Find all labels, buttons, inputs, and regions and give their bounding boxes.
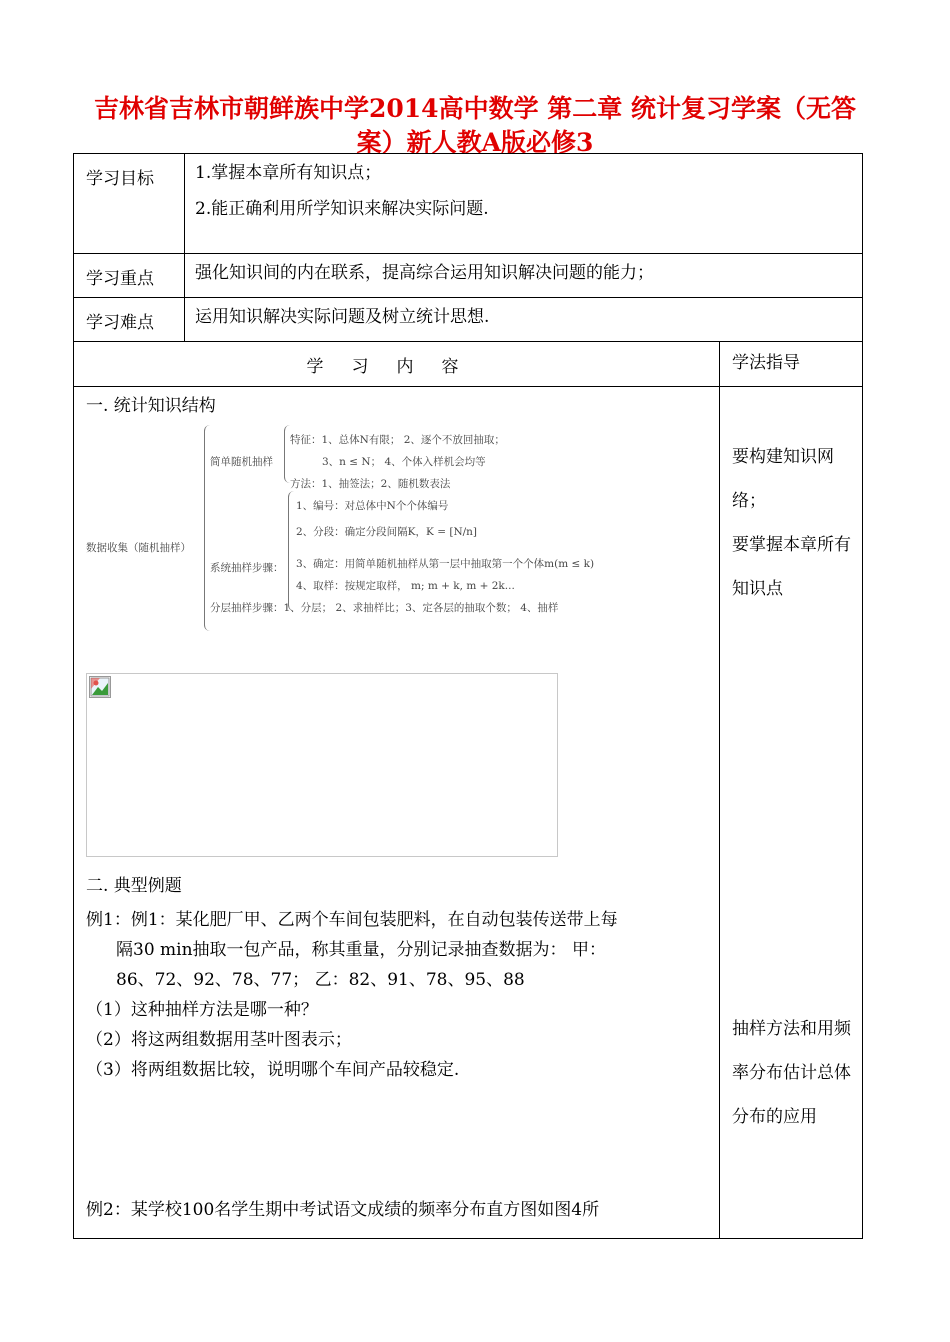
missing-image-frame (86, 673, 558, 857)
goal-label: 学习目标 (74, 154, 185, 254)
example2-line: 例2：某学校100名学生期中考试语文成绩的频率分布直方图如图4所 (86, 1200, 600, 1220)
question-2: （2）将这两组数据用茎叶图表示； (86, 1030, 352, 1050)
diagram-simple-2: 3、n ≤ N； 4、个体入样机会均等 (322, 456, 486, 468)
diagram-system-4: 4、取样：按规定取样， m; m + k, m + 2k... (296, 580, 515, 592)
goal-item-1: 1.掌握本章所有知识点； (195, 163, 382, 183)
diagram-simple: 简单随机抽样 (210, 456, 273, 468)
content-header: 学习内容 (74, 342, 720, 387)
diagram-stratified: 分层抽样步骤：1、分层； 2、求抽样比；3、定各层的抽取个数； 4、抽样 (210, 602, 559, 614)
broken-image-icon (89, 676, 111, 698)
example1-line3: 86、72、92、78、77； 乙：82、91、78、95、88 (116, 970, 525, 990)
diagram-simple-3: 方法：1、抽签法；2、随机数表法 (290, 478, 451, 490)
guide-header: 学法指导 (720, 342, 863, 387)
diagram-simple-1: 特征：1、总体N有限； 2、逐个不放回抽取； (290, 434, 505, 446)
study-table (73, 153, 863, 1239)
question-3: （3）将两组数据比较，说明哪个车间产品较稳定. (86, 1060, 460, 1080)
diagram-system-2: 2、分段：确定分段间隔K，K = [N/n] (296, 526, 478, 538)
guide-cell (720, 387, 863, 1239)
guide-note-2: 要掌握本章所有知识点 (732, 535, 851, 599)
document-title: 吉林省吉林市朝鲜族中学2014高中数学 第二章 统计复习学案（无答案）新人教A版必修3 (94, 94, 856, 157)
difficulty-text: 运用知识解决实际问题及树立统计思想. (185, 298, 863, 342)
question-1: （1）这种抽样方法是哪一种？ (86, 1000, 318, 1020)
goal-item-2: 2.能正确利用所学知识来解决实际问题. (195, 199, 489, 219)
difficulty-label: 学习难点 (74, 298, 185, 342)
diagram-system-1: 1、编号：对总体中N个个体编号 (296, 500, 449, 512)
diagram-system-3: 3、确定：用简单随机抽样从第一层中抽取第一个个体m(m ≤ k) (296, 558, 595, 570)
guide-note-3: 抽样方法和用频率分布估计总体分布的应用 (732, 1019, 851, 1127)
diagram-system: 系统抽样步骤： (210, 562, 284, 574)
guide-note-1: 要构建知识网络； (732, 447, 834, 511)
section2-heading: 二. 典型例题 (86, 876, 182, 896)
section1-heading: 一. 统计知识结构 (86, 396, 216, 416)
diagram-root: 数据收集（随机抽样） (86, 542, 191, 554)
example1-line1: 例1：例1：某化肥厂甲、乙两个车间包装肥料，在自动包装传送带上每 (86, 910, 618, 930)
knowledge-structure-diagram (86, 421, 707, 669)
focus-label: 学习重点 (74, 254, 185, 298)
content-cell (74, 387, 720, 1239)
goal-cell (185, 154, 863, 254)
focus-text: 强化知识间的内在联系，提高综合运用知识解决问题的能力； (185, 254, 863, 298)
example1-line2: 隔30 min抽取一包产品，称其重量，分别记录抽查数据为： 甲： (116, 940, 606, 960)
